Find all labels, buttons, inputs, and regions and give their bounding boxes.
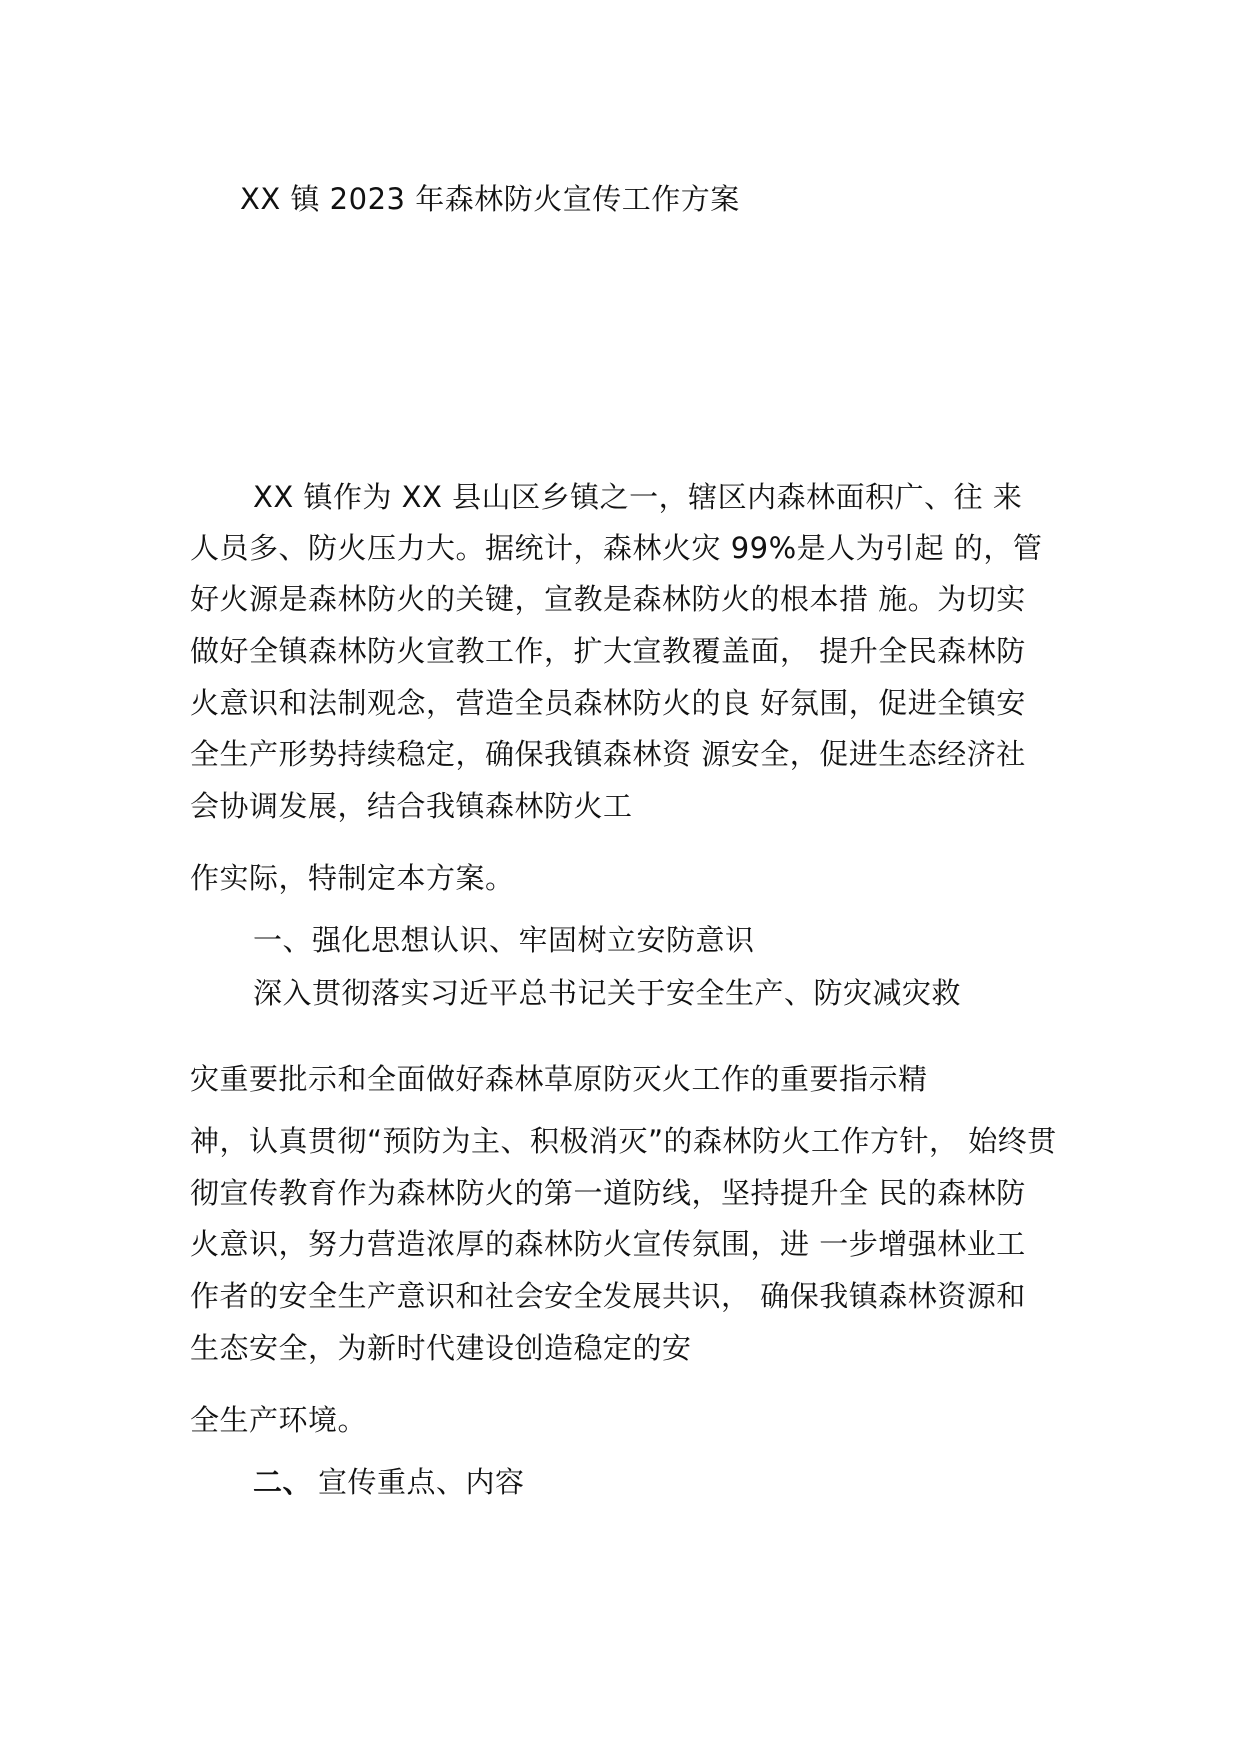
paragraph-line: 全生产环境。 — [190, 1403, 368, 1437]
paragraph-line: 深入贯彻落实习近平总书记关于安全生产、防灾减灾救 — [253, 976, 962, 1010]
section-number: 二、 — [253, 1465, 313, 1499]
paragraph-line: 会协调发展，结合我镇森林防火工 — [190, 789, 633, 823]
paragraph-line: 彻宣传教育作为森林防火的第一道防线，坚持提升全 民的森林防 — [190, 1176, 1026, 1210]
paragraph-line: 火意识和法制观念，营造全员森林防火的良 好氛围，促进全镇安 — [190, 686, 1026, 720]
paragraph-line: 作者的安全生产意识和社会安全发展共识， 确保我镇森林资源和 — [190, 1279, 1026, 1313]
paragraph-line: XX 镇作为 XX 县山区乡镇之一，辖区内森林面积广、往 来 — [253, 480, 1023, 514]
paragraph-line: 神，认真贯彻“预防为主、积极消灭”的森林防火工作方针， 始终贯 — [190, 1124, 1057, 1158]
paragraph-line: 全生产形势持续稳定，确保我镇森林资 源安全，促进生态经济社 — [190, 737, 1026, 771]
paragraph-line: 做好全镇森林防火宣教工作，扩大宣教覆盖面， 提升全民森林防 — [190, 634, 1026, 668]
paragraph-line: 生态安全，为新时代建设创造稳定的安 — [190, 1331, 692, 1365]
section-heading: 宣传重点、内容 — [318, 1465, 525, 1499]
paragraph-line: 火意识，努力营造浓厚的森林防火宣传氛围，进 一步增强林业工 — [190, 1227, 1026, 1261]
paragraph-line: 好火源是森林防火的关键，宣教是森林防火的根本措 施。为切实 — [190, 582, 1026, 616]
paragraph-line: 作实际，特制定本方案。 — [190, 861, 515, 895]
paragraph-line: 人员多、防火压力大。据统计，森林火灾 99%是人为引起 的，管 — [190, 531, 1043, 565]
document-title: XX 镇 2023 年森林防火宣传工作方案 — [240, 182, 740, 216]
paragraph-line: 灾重要批示和全面做好森林草原防灭火工作的重要指示精 — [190, 1062, 928, 1096]
section-heading: 一、强化思想认识、牢固树立安防意识 — [253, 923, 755, 957]
